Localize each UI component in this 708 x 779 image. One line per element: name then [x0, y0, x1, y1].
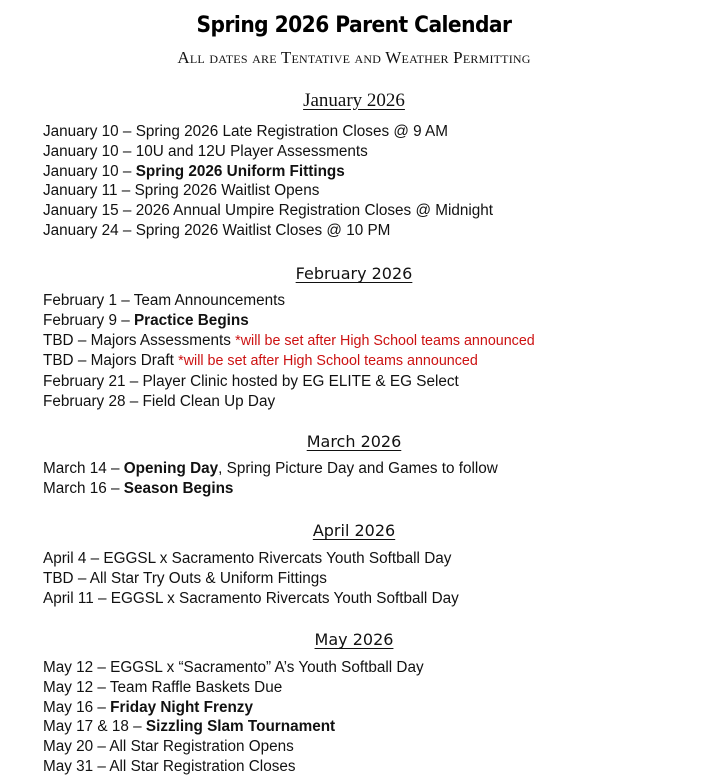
event-highlight: Spring 2026 Uniform Fittings [135, 162, 345, 180]
event-text: Spring 2026 Waitlist Closes @ 10 PM [135, 221, 391, 239]
event-text: Majors Draft [90, 352, 179, 370]
event-highlight: Season Begins [123, 479, 234, 497]
event-item [43, 311, 535, 331]
event-date: January 11 – [43, 182, 135, 200]
page-subtitle: All dates are Tentative and Weather Permitting [177, 48, 531, 67]
event-item [43, 737, 424, 757]
month-heading-march: March 2026 [306, 432, 402, 451]
month-heading-april: April 2026 [312, 521, 396, 540]
event-text: Team Raffle Baskets Due [109, 678, 283, 696]
event-item [43, 479, 498, 499]
event-list-march [43, 459, 498, 499]
event-date: March 14 – [43, 460, 124, 477]
event-text: EGGSL x “Sacramento” A’s Youth Softball Day [110, 659, 424, 676]
event-text: All Star Registration Opens [109, 738, 294, 756]
event-date: February 9 – [43, 311, 134, 329]
event-text: Majors Assessments [90, 331, 236, 349]
event-item [43, 351, 535, 372]
event-highlight: Friday Night Frenzy [110, 698, 253, 716]
event-date: May 16 – [43, 698, 111, 716]
event-text: 2026 Annual Umpire Registration Closes @ Midnight [135, 202, 494, 220]
event-date: February 28 – [43, 392, 143, 410]
event-highlight: Opening Day [123, 460, 219, 477]
event-item [43, 392, 535, 412]
event-text: Spring 2026 Late Registration Closes @ 9 AM [135, 123, 448, 140]
event-item [43, 698, 424, 718]
event-item [43, 569, 459, 589]
month-heading-february: February 2026 [295, 264, 413, 283]
event-date: May 31 – [43, 757, 110, 775]
event-list-april [43, 549, 459, 608]
event-date: January 10 – [43, 142, 136, 160]
event-item [43, 658, 424, 678]
event-date: May 20 – [43, 738, 110, 756]
month-heading-may: May 2026 [314, 630, 394, 649]
event-item [43, 181, 493, 201]
event-item [43, 291, 535, 311]
event-note: *will be set after High School teams announced [178, 353, 478, 370]
event-item [43, 459, 498, 479]
event-date: May 17 & 18 – [43, 718, 146, 736]
event-text-after: , Spring Picture Day and Games to follow [218, 460, 498, 477]
event-date: April 11 – [43, 589, 111, 607]
event-item [43, 717, 424, 737]
event-item [43, 162, 493, 182]
event-item [43, 589, 459, 609]
event-list-may [43, 658, 424, 777]
event-text: Field Clean Up Day [142, 392, 276, 410]
event-date: March 16 – [43, 479, 124, 497]
event-text: Spring 2026 Waitlist Opens [134, 182, 320, 200]
event-date: TBD – [43, 352, 91, 370]
event-text: EGGSL x Sacramento Rivercats Youth Softball Day [110, 589, 459, 607]
event-item [43, 221, 493, 241]
event-date: April 4 – [43, 550, 104, 567]
event-list-february [43, 291, 535, 412]
event-date: May 12 – [43, 659, 111, 676]
event-date: TBD – [43, 331, 91, 349]
event-text: Player Clinic hosted by EG ELITE & EG Select [142, 373, 459, 391]
event-item [43, 549, 459, 569]
event-highlight: Practice Begins [133, 311, 249, 329]
event-date: February 21 – [43, 373, 143, 391]
event-date: TBD – [43, 569, 90, 587]
event-date: January 10 – [43, 162, 136, 180]
event-item [43, 678, 424, 698]
event-item [43, 372, 535, 392]
page-title: Spring 2026 Parent Calendar [196, 13, 512, 38]
event-text: Team Announcements [133, 292, 286, 309]
event-highlight: Sizzling Slam Tournament [145, 718, 336, 736]
event-item [43, 122, 493, 142]
event-date: January 15 – [43, 202, 136, 220]
event-text: All Star Registration Closes [109, 757, 296, 775]
event-date: January 24 – [43, 221, 136, 239]
event-text: All Star Try Outs & Uniform Fittings [89, 569, 327, 587]
event-date: May 12 – [43, 678, 110, 696]
event-date: January 10 – [43, 123, 136, 140]
event-item [43, 331, 535, 352]
event-item [43, 757, 424, 777]
event-list-january [43, 122, 493, 241]
event-date: February 1 – [43, 292, 134, 309]
event-note: *will be set after High School teams announced [235, 332, 535, 349]
event-text: EGGSL x Sacramento Rivercats Youth Softball Day [103, 550, 452, 567]
month-heading-january: January 2026 [303, 90, 405, 111]
event-item [43, 201, 493, 221]
event-item [43, 142, 493, 162]
event-text: 10U and 12U Player Assessments [135, 142, 368, 160]
